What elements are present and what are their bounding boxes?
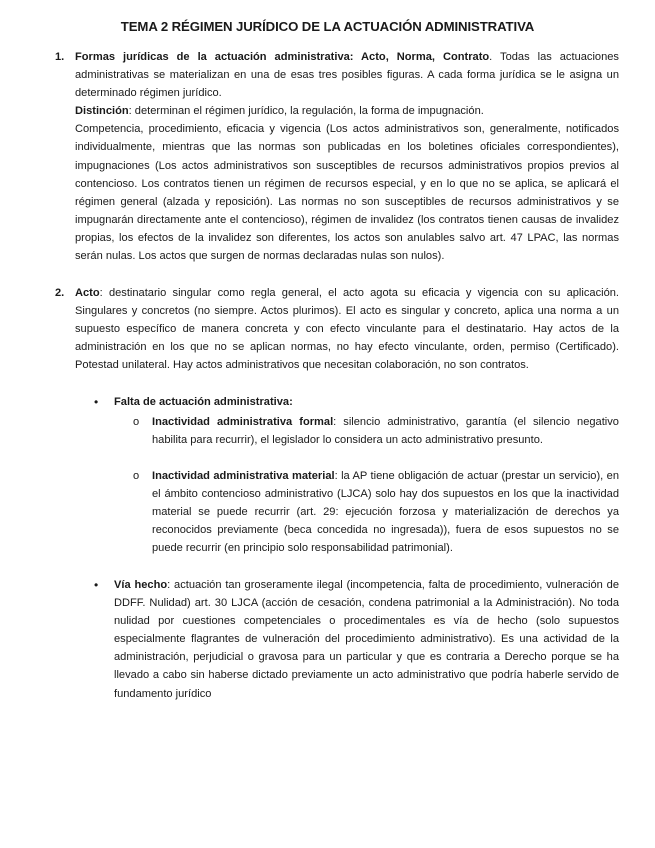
item-1-lead-suffix: :: [349, 51, 362, 63]
bullet-2: [114, 576, 619, 703]
subitem-2: [152, 467, 619, 557]
bullet-1-symbol: •: [94, 395, 99, 409]
item-1-distinction-label: Distinción: [75, 105, 129, 118]
item-2-text: : destinatario singular como regla general, el acto agota su eficacia y vigencia con su aplicación. Singulares y concretos (no siempre. Actos plurimos). El acto es singular y concreto, aplica una norma a un supuesto específico de manera concreta y con efecto vinculante para el destinatario. Hay actos de la administración en los que no se aplican normas, no hay efecto vinculante, orden, permiso (Certificado). Potestad unilateral. Hay actos administrativos que necesitan colaboración, no son contratos.: [75, 287, 619, 372]
subitem-2-text: : la AP tiene obligación de actuar (prestar un servicio), en el ámbito contencioso administrativo (LJCA) solo hay dos supuestos en los que la inactividad material se puede recurrir (art. 29: ejecución forzosa y materialización de derechos ya reconocidos previamente (beca concedida no ingresada)), fuera de esos supuestos no se puede recurrir (en principio solo responsabilidad patrimonial).: [152, 470, 619, 555]
item-1: [75, 48, 619, 265]
item-2-paragraph: [75, 284, 619, 374]
bullet-2-text: : actuación tan groseramente ilegal (incompetencia, falta de procedimiento, vulneración de DDFF. Nulidad) art. 30 LJCA (acción de cesación, condena patrimonial a la Administración). No toda nulidad por cuestiones competenciales o procedimentales es vía de hecho (solo supuestos especialmente flagrantes de vulneración del procedimiento administrativo). Es una actividad de la administración, perjudicial o gravosa para un particular y que es contraria a Derecho porque se ha llevado a cabo sin haberse dictado previamente un acto administrativo que podría haberle servido de fundamento jurídico: [114, 579, 619, 700]
item-2-number: 2.: [55, 287, 65, 299]
bullet-1: [114, 393, 619, 411]
item-1-distinction-text: : determinan el régimen jurídico, la regulación, la forma de impugnación.: [128, 105, 484, 118]
item-2: [75, 284, 619, 374]
subitem-1-text: : silencio administrativo, garantía (el silencio negativo habilita para recurrir), el legislador lo considera un acto administrativo presunto.: [152, 416, 619, 447]
subitem-1-label: Inactividad administrativa formal: [152, 416, 334, 428]
item-2-lead: Acto: [75, 287, 100, 299]
subitem-2-symbol: o: [133, 470, 140, 482]
subitem-2-label: Inactividad administrativa material: [152, 470, 335, 482]
item-1-paragraph: Competencia, procedimiento, eficacia y vigencia (Los actos administrativos son, generalmente, notificados individualmente, mientras que las normas son publicadas en los boletines oficiales correspondientes), impugnaciones (Los actos administrativos son susceptibles de recursos administrativos propios previos al contencioso. Los contratos tienen un régimen de recursos especial, y en lo que no se aplica, se aplicará el régimen general (alzada y reposición). Las normas no son susceptibles de recursos administrativos y se impugnarán directamente ante el contencioso), régimen de invalidez (los contratos tienen causas de invalidez propias, los efectos de la invalidez son diferentes, los actos son anulables salvo art. 47 LPAC, las normas serán nulas. Los actos que surgen de normas declaradas nulas son nulos).: [75, 123, 619, 263]
item-1-text: . Todas las actuaciones administrativas se materializan en una de esas tres posibles figuras. A cada forma jurídica se le asigna un determinado régimen jurídico.: [75, 51, 619, 100]
subitem-1-symbol: o: [133, 416, 140, 428]
subitem-1: [152, 413, 619, 449]
item-1-intro: [75, 48, 619, 102]
document-title: TEMA 2 RÉGIMEN JURÍDICO DE LA ACTUACIÓN ADMINISTRATIVA: [120, 19, 535, 34]
item-1-lead: Formas jurídicas de la actuación administrativa: [75, 51, 350, 63]
bullet-1-label: Falta de actuación administrativa:: [114, 396, 293, 408]
item-1-distinction: [75, 102, 619, 120]
bullet-2-symbol: •: [94, 578, 99, 592]
bullet-2-label: Vía hecho: [114, 579, 168, 591]
item-1-number: 1.: [55, 51, 65, 63]
item-1-forms: Acto, Norma, Contrato: [361, 51, 490, 63]
